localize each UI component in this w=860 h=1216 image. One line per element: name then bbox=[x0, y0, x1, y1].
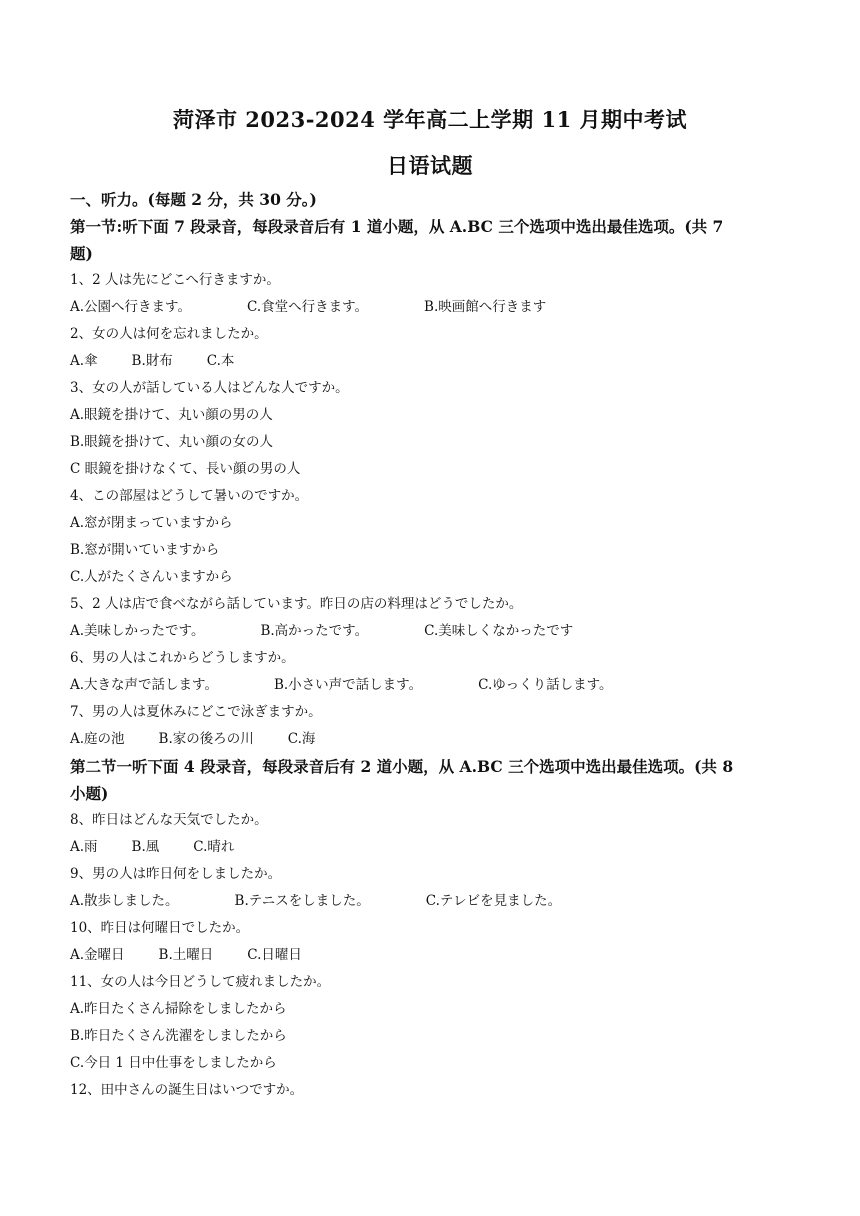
question-2-options bbox=[70, 348, 795, 375]
option-a: A.美味しかったです。 bbox=[70, 623, 205, 639]
question-8: 8、昨日はどんな天気でしたか。 bbox=[70, 812, 268, 828]
question-10: 10、昨日は何曜日でしたか。 bbox=[70, 920, 250, 936]
question-1-options bbox=[70, 294, 795, 321]
option-b: B.風 bbox=[131, 839, 160, 855]
question-9: 9、男の人は昨日何をしましたか。 bbox=[70, 866, 282, 882]
exam-content bbox=[70, 186, 795, 1104]
question-6: 6、男の人はこれからどうしますか。 bbox=[70, 650, 295, 666]
option-b: B.窓が開いていますから bbox=[70, 542, 220, 558]
part-heading: 一、听力。(每题 2 分，共 30 分。) bbox=[70, 190, 317, 209]
option-c: C 眼鏡を掛けなくて、長い顔の男の人 bbox=[70, 461, 301, 477]
question-9-options bbox=[70, 888, 795, 915]
document-title: 菏泽市 2023-2024 学年高二上学期 11 月期中考试 bbox=[172, 107, 688, 132]
section1-heading-line1: 第一节:听下面 7 段录音，每段录音后有 1 道小题，从 A.BC 三个选项中选出最佳选项。(共 7 bbox=[70, 217, 724, 236]
option-b: B.土曜日 bbox=[158, 947, 214, 963]
option-a: A.昨日たくさん掃除をしましたから bbox=[70, 1001, 287, 1017]
option-c: C.日曜日 bbox=[247, 947, 302, 963]
section2-heading-line2: 小题) bbox=[70, 784, 109, 803]
option-c: C.食堂へ行きます。 bbox=[246, 299, 369, 315]
question-7-options bbox=[70, 726, 795, 753]
question-5-options bbox=[70, 618, 795, 645]
document-subtitle: 日语试题 bbox=[387, 153, 473, 178]
option-b: B.眼鏡を掛けて、丸い顔の女の人 bbox=[70, 434, 273, 450]
option-c: C.ゆっくり話します。 bbox=[478, 677, 613, 693]
question-8-options bbox=[70, 834, 795, 861]
question-2: 2、女の人は何を忘れましたか。 bbox=[70, 326, 268, 342]
question-3: 3、女の人が話している人はどんな人ですか。 bbox=[70, 380, 349, 396]
option-a: A.金曜日 bbox=[70, 947, 125, 963]
section1-heading-line2: 题) bbox=[70, 244, 93, 263]
option-b: B.家の後ろの川 bbox=[158, 731, 254, 747]
option-c: C.テレビを見ました。 bbox=[425, 893, 562, 909]
option-c: C.人がたくさんいますから bbox=[70, 569, 233, 585]
option-a: A.雨 bbox=[70, 839, 98, 855]
question-10-options bbox=[70, 942, 795, 969]
option-c: C.晴れ bbox=[193, 839, 235, 855]
option-b: B.映画館へ行きます bbox=[424, 299, 547, 315]
option-a: A.散歩しました。 bbox=[70, 893, 179, 909]
option-c: C.美味しくなかったです bbox=[424, 623, 574, 639]
option-a: A.眼鏡を掛けて、丸い顔の男の人 bbox=[70, 407, 273, 423]
option-c: C.海 bbox=[287, 731, 316, 747]
option-b: B.財布 bbox=[131, 353, 173, 369]
question-6-options bbox=[70, 672, 795, 699]
option-a: A.公園へ行きます。 bbox=[70, 299, 191, 315]
section2-heading-line1: 第二节一听下面 4 段录音，每段录音后有 2 道小题，从 A.BC 三个选项中选出最佳选项。(共 8 bbox=[70, 757, 734, 776]
question-7: 7、男の人は夏休みにどこで泳ぎますか。 bbox=[70, 704, 322, 720]
option-c: C.本 bbox=[206, 353, 235, 369]
option-b: B.高かったです。 bbox=[260, 623, 369, 639]
question-5: 5、2 人は店で食べながら話しています。昨日の店の料理はどうでしたか。 bbox=[70, 596, 523, 612]
option-b: B.テニスをしました。 bbox=[234, 893, 370, 909]
question-12: 12、田中さんの誕生日はいつですか。 bbox=[70, 1082, 304, 1098]
option-a: A.傘 bbox=[70, 353, 98, 369]
question-4: 4、この部屋はどうして暑いのですか。 bbox=[70, 488, 309, 504]
question-1: 1、2 人は先にどこへ行きますか。 bbox=[70, 272, 280, 288]
option-a: A.庭の池 bbox=[70, 731, 125, 747]
option-c: C.今日 1 日中仕事をしましたから bbox=[70, 1055, 277, 1071]
option-a: A.大きな声で話します。 bbox=[70, 677, 218, 693]
option-a: A.窓が閉まっていますから bbox=[70, 515, 233, 531]
option-b: B.昨日たくさん洗濯をしましたから bbox=[70, 1028, 287, 1044]
option-b: B.小さい声で話します。 bbox=[273, 677, 423, 693]
question-11: 11、女の人は今日どうして疲れましたか。 bbox=[70, 974, 331, 990]
